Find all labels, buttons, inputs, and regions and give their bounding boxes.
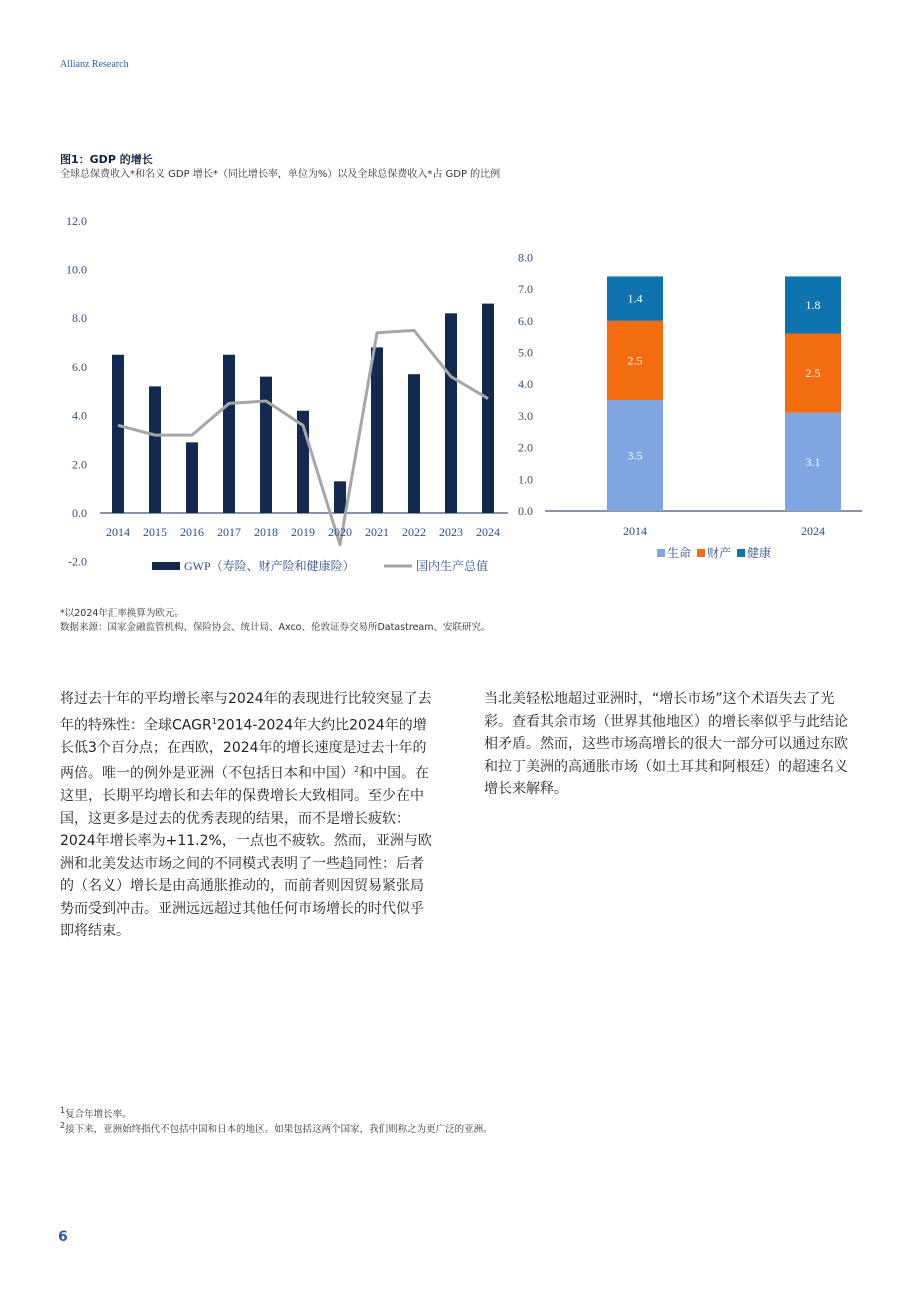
left-x-tick-label: 2017 xyxy=(217,525,241,539)
left-x-tick-label: 2016 xyxy=(180,525,204,539)
stacked-value-label: 2.5 xyxy=(805,366,821,381)
left-bar-2017 xyxy=(223,355,235,513)
legend-label: 财产 xyxy=(707,546,732,560)
right-chart xyxy=(518,250,862,560)
figure-charts xyxy=(0,0,920,600)
left-x-tick-label: 2023 xyxy=(439,525,463,539)
right-y-tick-label: 1.0 xyxy=(518,472,533,487)
body-left-paragraph xyxy=(60,688,434,943)
left-y-tick-label: 4.0 xyxy=(72,408,87,423)
left-y-tick-label: -2.0 xyxy=(68,554,87,569)
left-bar-2024 xyxy=(482,304,494,513)
page-number: 6 xyxy=(58,1229,68,1245)
left-x-tick-label: 2020 xyxy=(328,525,352,539)
right-y-tick-label: 0.0 xyxy=(518,504,533,518)
footnote-1-text: 复合年增长率。 xyxy=(65,1109,132,1121)
stacked-value-label: 1.4 xyxy=(627,291,643,306)
body-left-text-1: 将过去十年的平均增长率与2024年的表现进行比较突显了去年的特殊性：全球CAGR xyxy=(60,691,432,734)
stacked-value-label: 3.1 xyxy=(805,454,821,469)
figure-subtitle: 全球总保费收入*和名义 GDP 增长*（同比增长率，单位为%）以及全球总保费收入*占 GDP 的比例 xyxy=(60,169,501,180)
left-x-tick-label: 2021 xyxy=(365,525,389,539)
footnote-1 xyxy=(60,1106,132,1120)
left-x-tick-label: 2018 xyxy=(254,525,278,539)
left-y-tick-label: 12.0 xyxy=(66,213,87,228)
legend-gwp-swatch xyxy=(152,562,180,570)
left-x-tick-label: 2019 xyxy=(291,525,315,539)
footnote-1-mark: 1 xyxy=(60,1106,66,1115)
header-brand: Allianz Research xyxy=(60,59,129,70)
body-left-text-3: 和中国。在这里，长期平均增长和去年的保费增长大致相同。至少在中国，这更多是过去的优秀表现的结果，而不是增长疲软：2024年增长率为+11.2%，一点也不疲软。然而，亚洲与欧洲和北美发达市场之间的不同模式表明了一些趋同性：后者的（名义）增长是由高通胀推动的，而前者则因贸易紧张局势而受到冲击。亚洲远远超过其他任何市场增长的时代似乎即将结束。 xyxy=(60,765,432,940)
left-bar-2018 xyxy=(260,377,272,513)
left-y-tick-label: 10.0 xyxy=(66,262,87,277)
left-bar-2015 xyxy=(149,386,161,513)
footnote-2-text: 接下来，亚洲始终指代不包括中国和日本的地区。如果包括这两个国家，我们则称之为更广泛的亚洲。 xyxy=(65,1124,493,1136)
left-bar-2021 xyxy=(371,347,383,513)
right-y-tick-label: 8.0 xyxy=(518,250,533,265)
figure-title: 图1：GDP 的增长 xyxy=(60,153,153,166)
left-y-tick-label: 6.0 xyxy=(72,359,87,374)
right-y-tick-label: 6.0 xyxy=(518,313,533,328)
stacked-value-label: 2.5 xyxy=(627,353,643,368)
left-x-tick-label: 2024 xyxy=(476,525,500,539)
left-bar-2016 xyxy=(186,442,198,513)
right-x-tick-label: 2014 xyxy=(623,524,647,538)
stacked-value-label: 1.8 xyxy=(805,297,821,312)
legend-gdp-label: 国内生产总值 xyxy=(416,559,489,573)
stacked-value-label: 3.5 xyxy=(627,448,643,463)
left-x-tick-label: 2014 xyxy=(106,525,130,539)
footnote-2 xyxy=(60,1121,493,1135)
left-y-tick-label: 0.0 xyxy=(72,506,87,520)
right-x-tick-label: 2024 xyxy=(801,524,825,538)
right-y-tick-label: 5.0 xyxy=(518,345,533,360)
legend-swatch xyxy=(737,549,745,557)
left-y-tick-label: 8.0 xyxy=(72,311,87,326)
left-y-tick-label: 2.0 xyxy=(72,457,87,472)
legend-swatch xyxy=(657,549,665,557)
right-y-tick-label: 7.0 xyxy=(518,282,533,297)
right-y-tick-label: 2.0 xyxy=(518,440,533,455)
left-chart xyxy=(66,214,508,573)
legend-gwp-label: GWP（寿险、财产险和健康险） xyxy=(184,559,355,573)
left-bar-2022 xyxy=(408,374,420,513)
left-bar-2023 xyxy=(445,313,457,513)
body-left-text-2: 2014-2024年大约比2024年的增长低3个百分点；在西欧，2024年的增长速度是过去十年的两倍。唯一的例外是亚洲（不包括日本和中国） xyxy=(60,717,427,782)
legend-swatch xyxy=(697,549,705,557)
footnote-ref-1: 1 xyxy=(211,716,217,726)
legend-label: 生命 xyxy=(667,546,692,560)
legend-label: 健康 xyxy=(747,546,772,560)
left-x-tick-label: 2022 xyxy=(402,525,426,539)
figure-note: *以2024年汇率换算为欧元。 xyxy=(60,608,184,619)
left-bar-2020 xyxy=(334,481,346,513)
body-right-paragraph: 当北美轻松地超过亚洲时，“增长市场”这个术语失去了光彩。查看其余市场（世界其他地区）的增长率似乎与此结论相矛盾。然而，这些市场高增长的很大一部分可以通过东欧和拉丁美洲的高通胀市场（如土耳其和阿根廷）的超速名义增长来解释。 xyxy=(484,691,848,797)
figure-source: 数据来源：国家金融监管机构、保险协会、统计局、Axco、伦敦证券交易所Datastream、安联研究。 xyxy=(60,622,491,633)
right-y-tick-label: 3.0 xyxy=(518,408,533,423)
left-bar-2014 xyxy=(112,355,124,513)
right-y-tick-label: 4.0 xyxy=(518,377,533,392)
footnote-ref-2: 2 xyxy=(354,765,360,775)
footnote-2-mark: 2 xyxy=(60,1121,66,1130)
left-x-tick-label: 2015 xyxy=(143,525,167,539)
